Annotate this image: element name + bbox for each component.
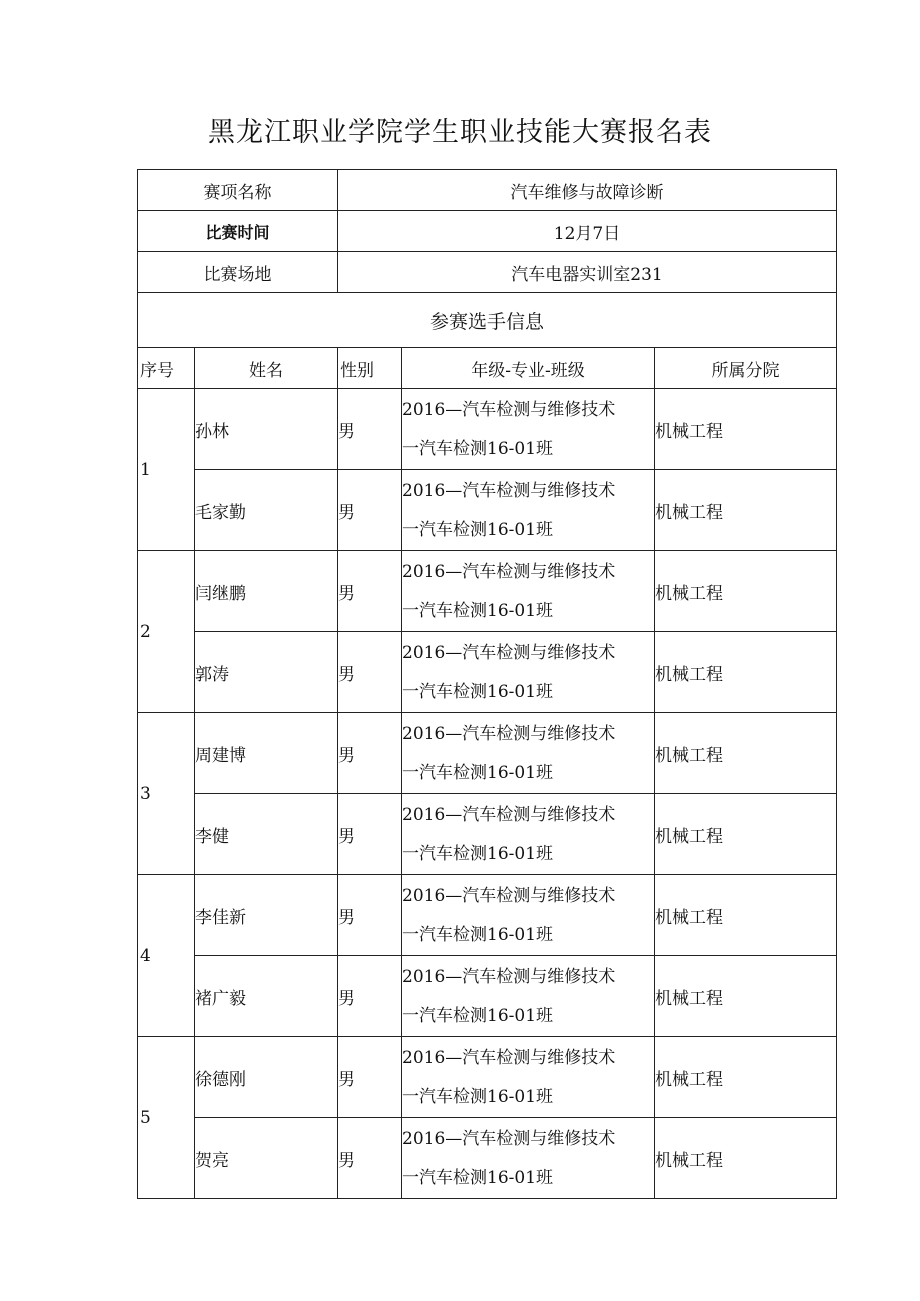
- member-class: [402, 875, 655, 956]
- member-name: 李健: [195, 794, 338, 875]
- table-row: [138, 875, 837, 956]
- member-name: 贺亮: [195, 1118, 338, 1199]
- member-class-line2: 一汽车检测16-01班: [402, 1006, 554, 1026]
- table-row: [138, 470, 837, 551]
- member-class-line2: 一汽车检测16-01班: [402, 1087, 554, 1107]
- member-gender: 男: [338, 713, 402, 794]
- venue-row: [138, 252, 837, 293]
- table-row: [138, 794, 837, 875]
- team-number: 1: [138, 389, 195, 551]
- header-dept: 所属分院: [655, 348, 837, 389]
- member-gender: 男: [338, 956, 402, 1037]
- member-class-line1: 2016—汽车检测与维修技术: [402, 481, 616, 501]
- member-class-line1: 2016—汽车检测与维修技术: [402, 400, 616, 420]
- time-value: 12月7日: [338, 211, 837, 252]
- member-class-line2: 一汽车检测16-01班: [402, 925, 554, 945]
- member-gender: 男: [338, 389, 402, 470]
- member-class: [402, 713, 655, 794]
- member-class-line2: 一汽车检测16-01班: [402, 844, 554, 864]
- member-dept: 机械工程: [655, 470, 837, 551]
- member-class: [402, 470, 655, 551]
- member-dept: 机械工程: [655, 1118, 837, 1199]
- header-no: 序号: [138, 348, 195, 389]
- member-name: 周建博: [195, 713, 338, 794]
- team-number: 2: [138, 551, 195, 713]
- table-row: [138, 632, 837, 713]
- member-class: [402, 956, 655, 1037]
- member-class-line2: 一汽车检测16-01班: [402, 520, 554, 540]
- event-value: 汽车维修与故障诊断: [338, 170, 837, 211]
- member-name: 徐德刚: [195, 1037, 338, 1118]
- venue-label: 比赛场地: [138, 252, 338, 293]
- member-gender: 男: [338, 875, 402, 956]
- member-dept: 机械工程: [655, 956, 837, 1037]
- member-dept: 机械工程: [655, 632, 837, 713]
- member-class-line2: 一汽车检测16-01班: [402, 763, 554, 783]
- member-class: [402, 632, 655, 713]
- member-dept: 机械工程: [655, 875, 837, 956]
- member-class: [402, 1118, 655, 1199]
- member-class-line1: 2016—汽车检测与维修技术: [402, 1129, 616, 1149]
- member-class-line1: 2016—汽车检测与维修技术: [402, 562, 616, 582]
- member-name: 闫继鹏: [195, 551, 338, 632]
- section-title: 参赛选手信息: [138, 293, 837, 348]
- member-name: 褚广毅: [195, 956, 338, 1037]
- member-class-line1: 2016—汽车检测与维修技术: [402, 886, 616, 906]
- member-name: 孙林: [195, 389, 338, 470]
- member-dept: 机械工程: [655, 551, 837, 632]
- member-class-line1: 2016—汽车检测与维修技术: [402, 967, 616, 987]
- page-title: 黑龙江职业学院学生职业技能大赛报名表: [208, 117, 712, 148]
- member-class-line1: 2016—汽车检测与维修技术: [402, 643, 616, 663]
- member-class-line2: 一汽车检测16-01班: [402, 682, 554, 702]
- section-row: [138, 293, 837, 348]
- registration-body: [138, 170, 837, 1199]
- table-row: [138, 1118, 837, 1199]
- member-gender: 男: [338, 1037, 402, 1118]
- table-row: [138, 551, 837, 632]
- event-label: 赛项名称: [138, 170, 338, 211]
- venue-value: 汽车电器实训室231: [338, 252, 837, 293]
- member-dept: 机械工程: [655, 713, 837, 794]
- member-gender: 男: [338, 551, 402, 632]
- table-row: [138, 713, 837, 794]
- member-dept: 机械工程: [655, 794, 837, 875]
- member-gender: 男: [338, 632, 402, 713]
- member-class: [402, 794, 655, 875]
- table-row: [138, 389, 837, 470]
- member-gender: 男: [338, 470, 402, 551]
- header-class: 年级-专业-班级: [402, 348, 655, 389]
- event-row: [138, 170, 837, 211]
- member-class-line1: 2016—汽车检测与维修技术: [402, 805, 616, 825]
- header-name: 姓名: [195, 348, 338, 389]
- member-name: 毛家勤: [195, 470, 338, 551]
- member-class-line2: 一汽车检测16-01班: [402, 439, 554, 459]
- member-dept: 机械工程: [655, 389, 837, 470]
- member-name: 李佳新: [195, 875, 338, 956]
- time-row: [138, 211, 837, 252]
- member-class-line1: 2016—汽车检测与维修技术: [402, 724, 616, 744]
- member-gender: 男: [338, 1118, 402, 1199]
- team-number: 4: [138, 875, 195, 1037]
- member-class: [402, 1037, 655, 1118]
- table-row: [138, 1037, 837, 1118]
- table-row: [138, 956, 837, 1037]
- team-number: 5: [138, 1037, 195, 1199]
- member-class-line2: 一汽车检测16-01班: [402, 1168, 554, 1188]
- member-class: [402, 389, 655, 470]
- header-row: [138, 348, 837, 389]
- member-class-line1: 2016—汽车检测与维修技术: [402, 1048, 616, 1068]
- header-gender: 性别: [338, 348, 402, 389]
- registration-table: [137, 169, 837, 1199]
- member-gender: 男: [338, 794, 402, 875]
- member-class: [402, 551, 655, 632]
- member-dept: 机械工程: [655, 1037, 837, 1118]
- member-class-line2: 一汽车检测16-01班: [402, 601, 554, 621]
- team-number: 3: [138, 713, 195, 875]
- time-label: 比赛时间: [138, 211, 338, 252]
- member-name: 郭涛: [195, 632, 338, 713]
